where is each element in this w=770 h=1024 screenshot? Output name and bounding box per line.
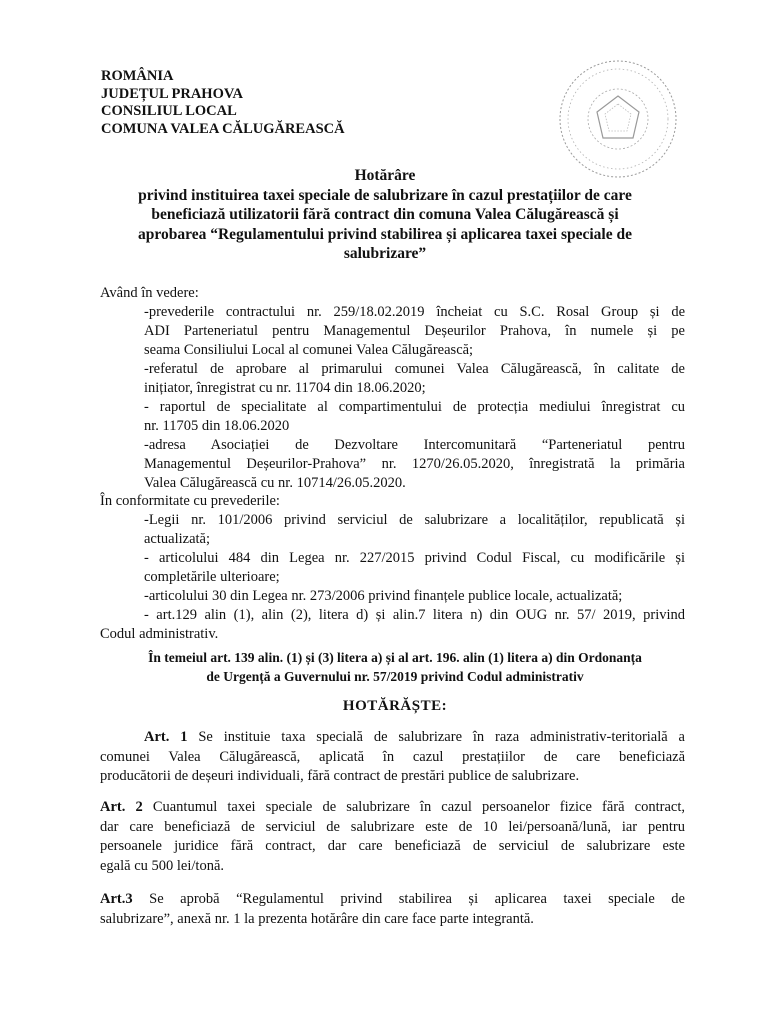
header-commune: COMUNA VALEA CĂLUGĂREASCĂ	[101, 120, 345, 137]
title-word: Hotărâre	[354, 167, 416, 184]
legal-basis-line: -Legii nr. 101/2006 privind serviciul de salubrizare a localităților, republicată și	[144, 512, 685, 528]
header-country: ROMÂNIA	[101, 68, 174, 84]
article-text: producătorii de deșeuri individuali, fără contract de prestări publice de salubrizare.	[100, 768, 580, 784]
legal-basis-line: - articolului 484 din Legea nr. 227/2015 privind Codul Fiscal, cu modificările și	[144, 550, 685, 566]
section-intro: În conformitate cu prevederile:	[100, 493, 280, 509]
consideration-line: ADI Parteneriatul pentru Managementul Deșeurilor Prahova, în numele și pe	[144, 323, 685, 339]
legal-basis-section	[100, 492, 685, 644]
article-text: comunei Valea Călugărească, aplicată în cazul prestațiilor de care beneficiază	[100, 748, 685, 765]
legal-basis-line: -articolului 30 din Legea nr. 273/2006 privind finanțele publice locale, actualizată;	[144, 588, 623, 604]
institution-header	[101, 68, 345, 138]
consideration-line: Valea Călugărească cu nr. 10714/26.05.2020.	[144, 475, 406, 491]
article-label: Art. 1	[144, 729, 188, 745]
consideration-line: -prevederile contractului nr. 259/18.02.2019 încheiat cu S.C. Rosal Group și de	[144, 304, 685, 320]
article-1	[100, 728, 685, 787]
official-stamp	[555, 56, 681, 182]
consideration-line: seama Consiliului Local al comunei Valea Călugărească;	[144, 342, 474, 358]
legal-basis-line: completările ulterioare;	[144, 569, 280, 585]
legal-grounds-line: de Urgență a Guvernului nr. 57/2019 privind Codul administrativ	[206, 669, 584, 684]
title-line: privind instituirea taxei speciale de salubrizare în cazul prestațiilor de care	[138, 186, 632, 204]
decision-heading: HOTĂRĂȘTE:	[342, 698, 448, 714]
article-text: Cuantumul taxei speciale de salubrizare în cazul persoanelor fizice fără contract,	[142, 799, 685, 815]
title-line: salubrizare”	[343, 245, 427, 262]
header-council: CONSILIUL LOCAL	[101, 103, 237, 119]
consideration-line: inițiator, înregistrat cu nr. 11704 din 18.06.2020;	[144, 380, 426, 396]
considerations-section	[100, 284, 685, 493]
consideration-line: - raportul de specialitate al compartimentului de protecția mediului înregistrat cu	[144, 399, 685, 415]
header-county: JUDEȚUL PRAHOVA	[101, 85, 243, 102]
article-text: salubrizare”, anexă nr. 1 la prezenta hotărâre din care face parte integrantă.	[100, 910, 534, 927]
consideration-line: -adresa Asociației de Dezvoltare Intercomunitară “Parteneriatul pentru	[144, 437, 685, 453]
article-label: Art.3	[100, 891, 133, 907]
article-text: persoanele juridice fără contract, dar care beneficiază de serviciul de salubrizare este	[100, 838, 685, 854]
legal-basis-line: actualizată;	[144, 531, 211, 547]
title-line: beneficiază utilizatorii fără contract din comuna Valea Călugărească și	[151, 206, 619, 223]
article-3	[100, 890, 685, 929]
title-line: aprobarea “Regulamentului privind stabilirea și aplicarea taxei speciale de	[138, 225, 632, 243]
decision-title	[90, 166, 680, 264]
consideration-line: -referatul de aprobare al primarului comunei Valea Călugărească, în calitate de	[144, 361, 685, 377]
article-text: dar care beneficiază de serviciul de salubrizare este de 10 lei/persoană/lună, iar pentru	[100, 818, 685, 835]
legal-grounds	[100, 648, 690, 686]
article-text: Se instituie taxa specială de salubrizare în raza administrativ-teritorială a	[187, 729, 685, 745]
legal-grounds-line: În temeiul art. 139 alin. (1) și (3) litera a) și al art. 196. alin (1) litera a) din Ordonanța	[148, 650, 642, 665]
article-2	[100, 798, 685, 876]
article-text: Se aprobă “Regulamentul privind stabilirea și aplicarea taxei speciale de	[132, 891, 685, 907]
legal-basis-line: - art.129 alin (1), alin (2), litera d) și alin.7 litera n) din OUG nr. 57/ 2019, privind	[144, 607, 685, 623]
article-label: Art. 2	[100, 799, 143, 815]
legal-basis-line: Codul administrativ.	[100, 626, 219, 642]
consideration-line: nr. 11705 din 18.06.2020	[144, 418, 290, 434]
consideration-line: Managementul Deșeurilor-Prahova” nr. 1270/26.05.2020, înregistrată la primăria	[144, 456, 685, 472]
section-intro: Având în vedere:	[100, 285, 199, 301]
article-text: egală cu 500 lei/tonă.	[100, 857, 225, 874]
